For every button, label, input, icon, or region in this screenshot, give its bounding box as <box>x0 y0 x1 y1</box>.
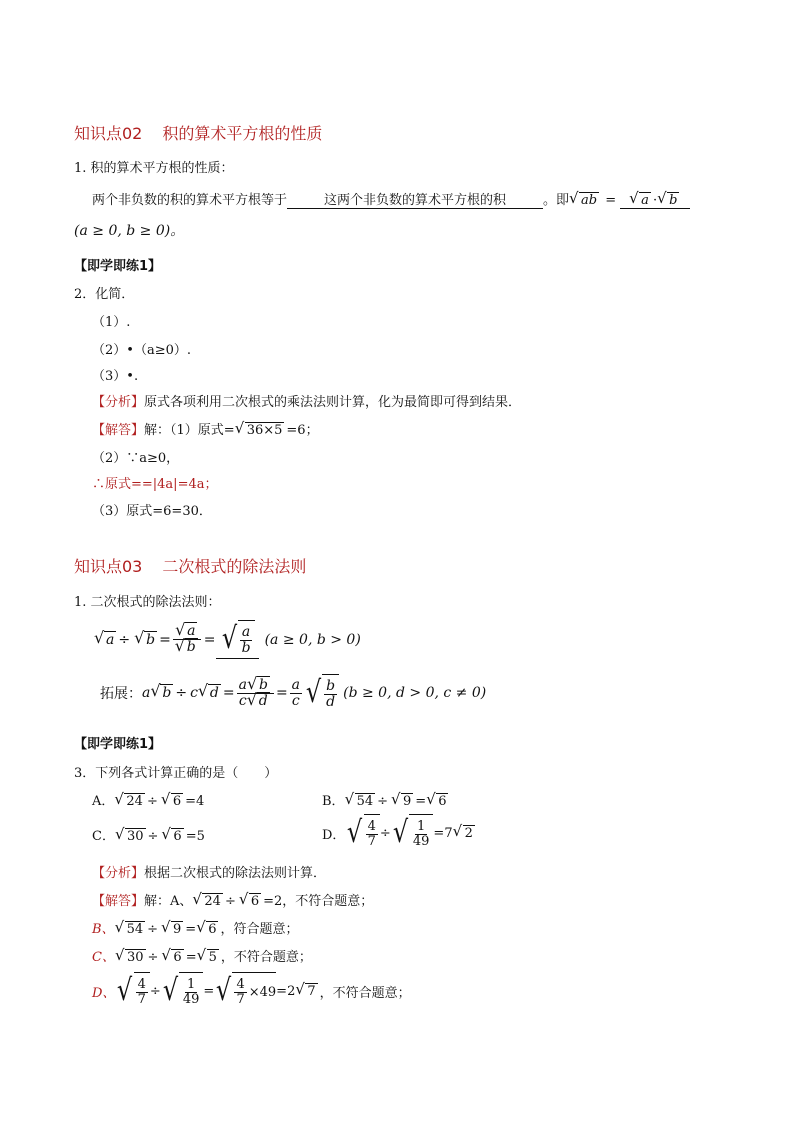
extension-condition: (b ≥ 0, d > 0, c ≠ 0) <box>343 685 487 701</box>
statement-text-mid: 。即 <box>543 193 570 208</box>
option-d: D． √ $\frac{4}{7}$ ÷ √ $\frac{1}{49}$ =7 √ 2 <box>322 815 473 850</box>
answer-result: =6； <box>286 423 319 438</box>
fill-blank-1: 这两个非负数的算术平方根的积 <box>287 189 543 209</box>
property-statement <box>92 189 690 209</box>
question-2: 2．化简． <box>74 287 135 302</box>
option-label: B． <box>322 794 345 809</box>
option-label: C． <box>92 829 115 844</box>
answer-tag: 【解答】 <box>92 894 145 909</box>
heading-number: 知识点02 <box>74 124 143 143</box>
answer-tag: 【解答】 <box>92 423 145 438</box>
answer-line-2: （2）∵a≥0， <box>92 451 180 466</box>
answer-line-3: ∴原式==|4a|=4a； <box>92 477 218 492</box>
sqrt-ab: √ ab <box>569 189 598 208</box>
property-item: 1. 积的算术平方根的性质： <box>74 161 234 176</box>
answer-a: 【解答】解：A、 √ 24 ÷ √ 6 =2，不符合题意； <box>92 890 374 909</box>
answer-d: D、 √ $\frac{4}{7}$ ÷ √ $\frac{1}{49}$ = √ $\frac{4}{7}$ ×49 =2 √ 7 ，不符合题意； <box>92 973 411 1008</box>
option-a: A． √ 24 ÷ √ 6 =4 <box>92 790 205 809</box>
analysis <box>92 862 326 881</box>
analysis-tag: 【分析】 <box>92 866 145 881</box>
analysis-text: 原式各项利用二次根式的乘法法则计算，化为最简即可得到结果． <box>144 395 522 410</box>
option-label: D． <box>322 827 346 843</box>
analysis <box>92 391 521 410</box>
question-3: 3．下列各式计算正确的是（ ） <box>74 766 278 781</box>
option-b: B． √ 54 ÷ √ 9 = √ 6 <box>322 790 447 809</box>
answer-line-1 <box>92 419 319 438</box>
rule-condition: (a ≥ 0, b > 0) <box>264 631 361 648</box>
answer-c: C、 √ 30 ÷ √ 6 = √ 5 ，不符合题意； <box>92 946 312 965</box>
option-c: C． √ 30 ÷ √ 6 =5 <box>92 825 205 844</box>
equals-sign: = <box>605 193 617 208</box>
analysis-text: 根据二次根式的除法法则计算． <box>144 866 327 881</box>
sqrt-expression: √ 36×5 <box>234 419 283 438</box>
division-rule-item: 1. 二次根式的除法法则： <box>74 595 221 610</box>
condition: (a ≥ 0, b ≥ 0)。 <box>74 223 185 239</box>
answer-b: B、 √ 54 ÷ √ 9 = √ 6 ，符合题意； <box>92 918 299 937</box>
practice-tag: 【即学即练1】 <box>74 259 162 274</box>
analysis-tag: 【分析】 <box>92 395 145 410</box>
extension-formula: 拓展： a √ b ÷ c √ d = a √ b c √ d = $\frac{a}{c}$ √ $\frac{b}{d}$ (b ≥ 0, d > 0, c ≠ 0) <box>100 673 487 710</box>
heading-title: 积的算术平方根的性质 <box>162 124 323 143</box>
question-part-3: （3）•. <box>92 369 139 384</box>
extension-label: 拓展： <box>100 686 142 702</box>
division-rule-formula: √ a ÷ √ b = √ a √ b = √ $\frac{a}{b}$ (a ≥ 0, b > 0) <box>94 620 361 659</box>
heading-number: 知识点03 <box>74 557 143 576</box>
heading-title: 二次根式的除法法则 <box>162 557 307 576</box>
question-part-1: （1）. <box>92 315 131 330</box>
answer-text: 解：（1）原式= <box>144 423 235 438</box>
practice-tag: 【即学即练1】 <box>74 737 162 752</box>
question-part-2: （2）•（a≥0）. <box>92 343 191 358</box>
answer-line-4: （3）原式=6=30． <box>92 504 212 519</box>
option-label: A． <box>92 794 115 809</box>
section-heading-03 <box>74 554 306 577</box>
statement-text: 两个非负数的积的算术平方根等于 <box>92 193 288 208</box>
section-heading-02 <box>74 121 322 144</box>
fill-blank-2: √ a · √ b <box>620 193 690 209</box>
